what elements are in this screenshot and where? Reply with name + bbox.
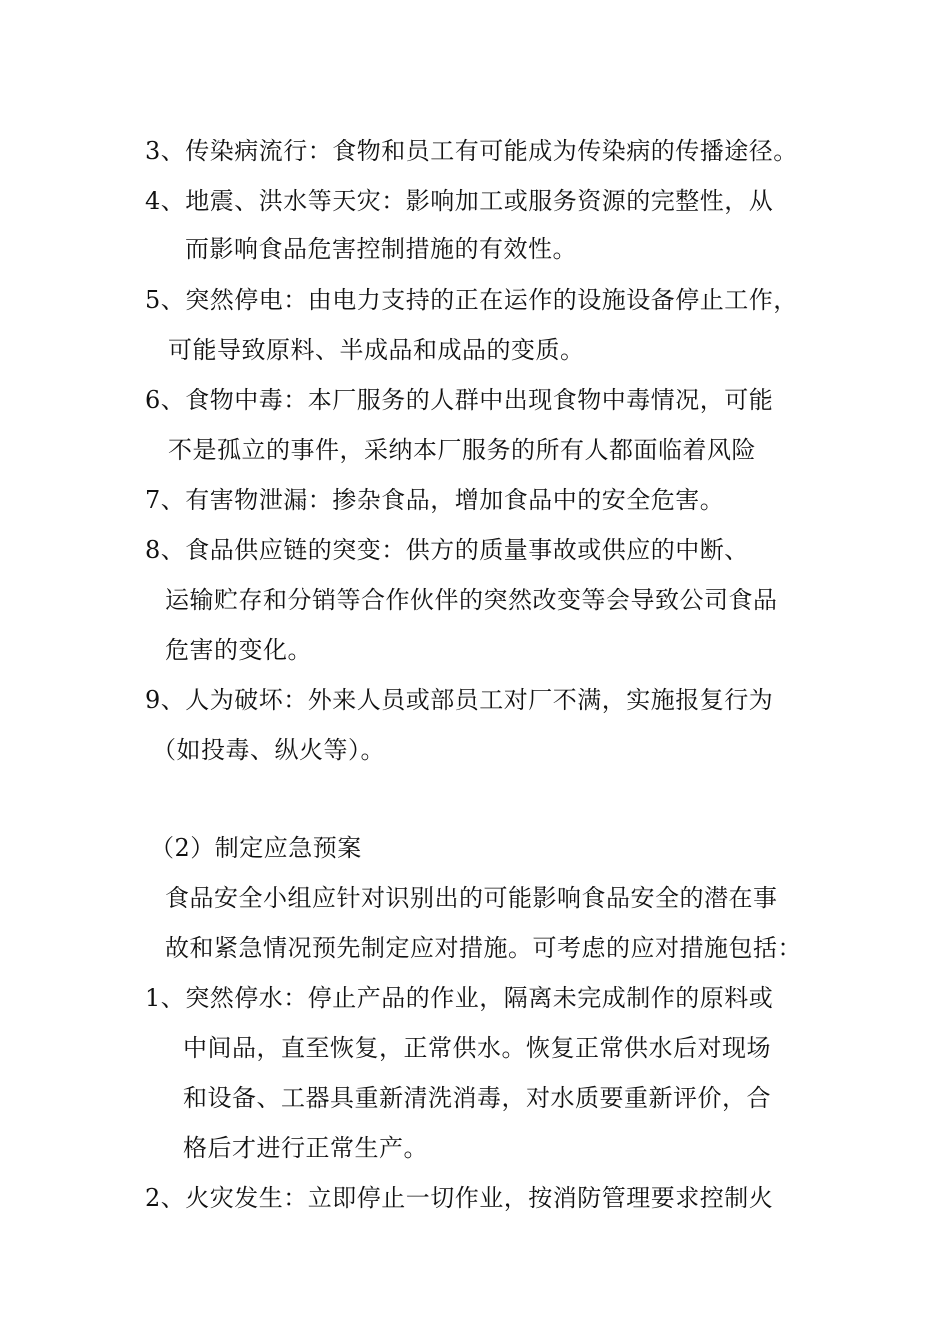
section-heading: （2）制定应急预案	[150, 834, 362, 862]
risk-item-4-line-1: 4、地震、洪水等天灾：影响加工或服务资源的完整性，从	[145, 187, 774, 215]
risk-item-9-line-2: （如投毒、纵火等）。	[152, 736, 385, 764]
risk-item-8-line-2: 运输贮存和分销等合作伙伴的突然改变等会导致公司食品	[165, 586, 778, 614]
measure-item-1-line-1: 1、突然停水：停止产品的作业，隔离未完成制作的原料或	[145, 984, 774, 1012]
measure-item-1-line-2: 中间品，直至恢复，正常供水。恢复正常供水后对现场	[183, 1034, 771, 1062]
measure-item-1-line-3: 和设备、工器具重新清洗消毒，对水质要重新评价，合	[183, 1084, 771, 1112]
risk-item-6-line-1: 6、食物中毒：本厂服务的人群中出现食物中毒情况，可能	[145, 386, 774, 414]
intro-line-1: 食品安全小组应针对识别出的可能影响食品安全的潜在事	[165, 884, 778, 912]
risk-item-8-line-1: 8、食品供应链的突变：供方的质量事故或供应的中断、	[145, 536, 749, 564]
risk-item-7-line-1: 7、有害物泄漏：掺杂食品，增加食品中的安全危害。	[145, 486, 725, 514]
risk-item-3-line-1: 3、传染病流行：食物和员工有可能成为传染病的传播途径。	[145, 137, 798, 165]
risk-item-5-line-2: 可能导致原料、半成品和成品的变质。	[168, 336, 585, 364]
measure-item-2-line-1: 2、火灾发生：立即停止一切作业，按消防管理要求控制火	[145, 1184, 774, 1212]
intro-line-2: 故和紧急情况预先制定应对措施。可考虑的应对措施包括：	[165, 934, 802, 962]
risk-item-4-line-2: 而影响食品危害控制措施的有效性。	[185, 235, 577, 263]
risk-item-5-line-1: 5、突然停电：由电力支持的正在运作的设施设备停止工作，	[145, 286, 798, 314]
risk-item-6-line-2: 不是孤立的事件，采纳本厂服务的所有人都面临着风险	[168, 436, 756, 464]
risk-item-8-line-3: 危害的变化。	[165, 636, 312, 664]
risk-item-9-line-1: 9、人为破坏：外来人员或部员工对厂不满，实施报复行为	[145, 686, 774, 714]
measure-item-1-line-4: 格后才进行正常生产。	[183, 1134, 428, 1162]
